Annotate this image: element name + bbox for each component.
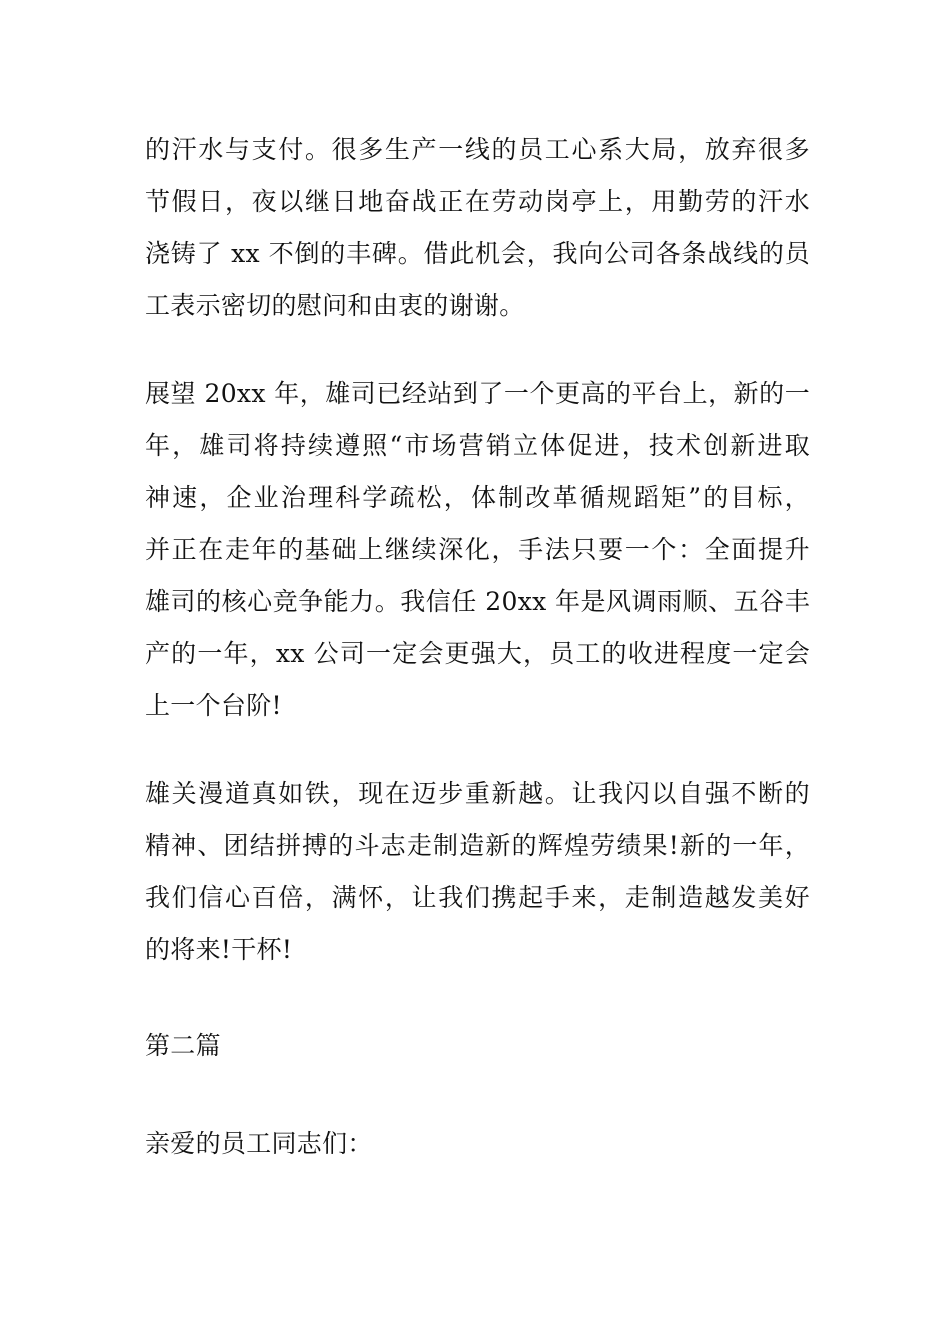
paragraph-line: 浇铸了 xx 不倒的丰碑。借此机会，我向公司各条战线的员 [145,239,810,268]
paragraph-line: 的将来!干杯! [145,935,293,964]
paragraph-closing [145,768,810,976]
paragraph-line: 节假日，夜以继日地奋战正在劳动岗亭上，用勤劳的汗水 [145,187,810,216]
paragraph-outlook [145,368,810,732]
salutation-text: 亲爱的员工同志们： [145,1129,373,1158]
paragraph-line: 的汗水与支付。很多生产一线的员工心系大局，放弃很多 [145,135,810,164]
paragraph-line: 雄关漫道真如铁，现在迈步重新越。让我闪以自强不断的 [145,779,810,808]
paragraph-gratitude [145,124,810,332]
paragraph-line: 雄司的核心竞争能力。我信任 20xx 年是风调雨顺、五谷丰 [145,587,810,616]
paragraph-line: 工表示密切的慰问和由衷的谢谢。 [145,291,525,320]
paragraph-line: 我们信心百倍，满怀，让我们携起手来，走制造越发美好 [145,883,810,912]
paragraph-line: 并正在走年的基础上继续深化，手法只要一个：全面提升 [145,535,810,564]
salutation [145,1118,810,1170]
paragraph-line: 精神、团结拼搏的斗志走制造新的辉煌劳绩果!新的一年， [145,831,810,860]
paragraph-line: 神速，企业治理科学疏松，体制改革循规蹈矩”的目标， [145,483,810,512]
section-heading-text: 第二篇 [145,1031,221,1060]
section-heading [145,1020,810,1072]
paragraph-line: 产的一年，xx 公司一定会更强大，员工的收进程度一定会 [145,639,810,668]
paragraph-line: 上一个台阶! [145,691,282,720]
paragraph-line: 年，雄司将持续遵照“市场营销立体促进，技术创新进取 [145,431,810,460]
paragraph-line: 展望 20xx 年，雄司已经站到了一个更高的平台上，新的一 [145,379,810,408]
